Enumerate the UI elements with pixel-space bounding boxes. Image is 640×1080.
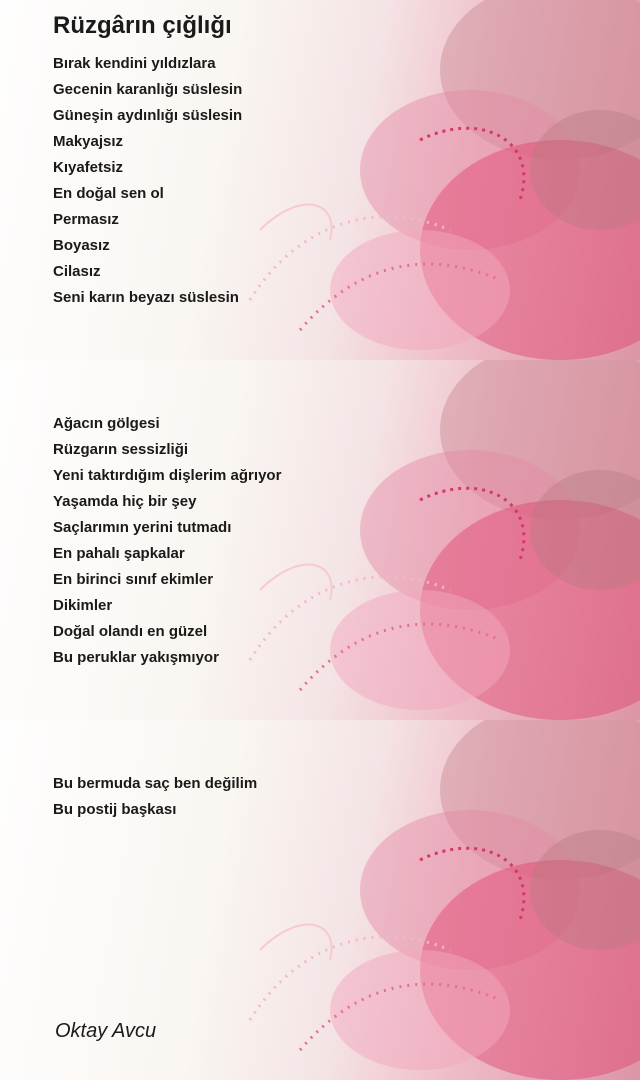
poem-line: En birinci sınıf ekimler — [53, 571, 214, 588]
poem-line: Dikimler — [53, 597, 113, 614]
poem-line: Yeni taktırdığım dişlerim ağrıyor — [53, 467, 282, 484]
poem-line: Rüzgarın sessizliği — [53, 441, 189, 458]
poem-author: Oktay Avcu — [55, 1020, 157, 1042]
poem-title: Rüzgârın çığlığı — [53, 12, 232, 39]
poem-line: Yaşamda hiç bir şey — [53, 493, 197, 510]
poem-line: En doğal sen ol — [53, 185, 164, 202]
poem-line: Boyasız — [53, 237, 110, 254]
poem-line: Saçlarımın yerini tutmadı — [53, 519, 232, 536]
poem-line: Doğal olandı en güzel — [53, 623, 208, 640]
poem-line: Permasız — [53, 211, 119, 228]
poem-line: Ağacın gölgesi — [53, 415, 160, 432]
poem-line: Makyajsız — [53, 133, 124, 150]
poem-line: Güneşin aydınlığı süslesin — [53, 107, 243, 124]
poem-line: Gecenin karanlığı süslesin — [53, 81, 243, 98]
stanza-1 — [53, 51, 613, 311]
poem-line: Bırak kendini yıldızlara — [53, 55, 216, 72]
stanza-2 — [53, 411, 613, 671]
poem-line: Bu postij başkası — [53, 801, 177, 818]
poem-line: Bu bermuda saç ben değilim — [53, 775, 258, 792]
poem-line: Kıyafetsiz — [53, 159, 124, 176]
poem-line: Seni karın beyazı süslesin — [53, 289, 239, 306]
poem-line: En pahalı şapkalar — [53, 545, 185, 562]
poem-line: Cilasız — [53, 263, 101, 280]
poem-line: Bu peruklar yakışmıyor — [53, 649, 219, 666]
stanza-3 — [53, 771, 613, 823]
